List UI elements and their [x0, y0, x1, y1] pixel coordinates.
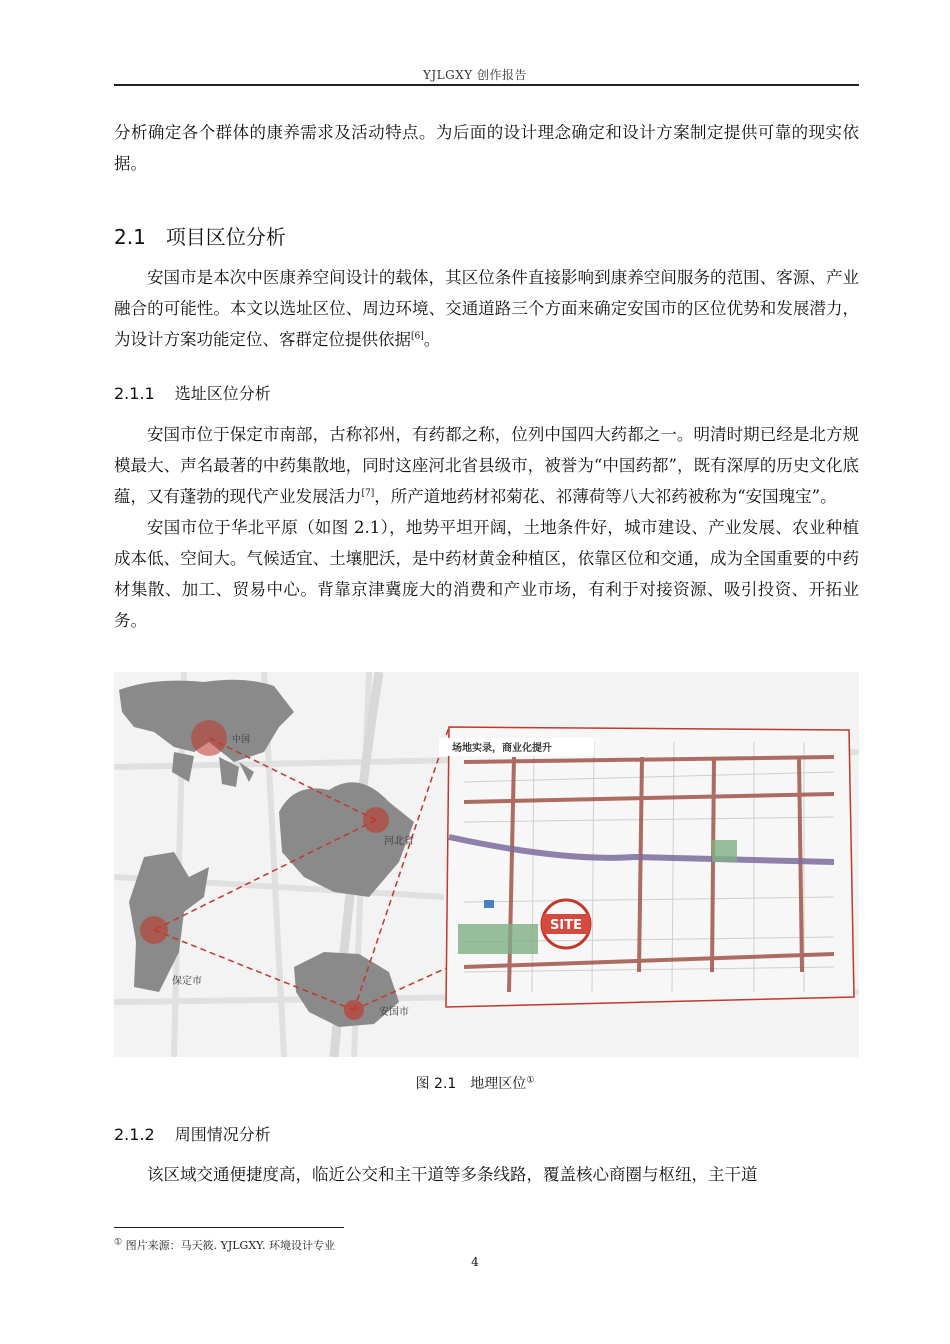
intro-paragraph — [114, 117, 859, 179]
paragraph-end: 。 — [423, 330, 441, 349]
water-area — [484, 900, 494, 908]
paragraph-text: 安国市位于华北平原（如图 2.1），地势平坦开阔，土地条件好，城市建设、产业发展、农业种植成本低、空间大。气候适宜、土壤肥沃，是中药材黄金种植区，依靠区位和交通，成为全国重要的中药材集散、加工、贸易中心。背靠京津冀庞大的消费和产业市场，有利于对接资源、吸引投资、开拓业务。 — [114, 518, 859, 630]
citation: [7] — [361, 488, 375, 499]
header-rule — [114, 84, 859, 86]
footnote-text: 图片来源：马天筱. YJLGXY. 环境设计专业 — [125, 1239, 336, 1252]
section-number: 2.1.1 — [114, 384, 155, 403]
section-number: 2.1 — [114, 225, 146, 249]
site-label: SITE — [550, 918, 582, 933]
china-label: 中国 — [232, 735, 251, 745]
hebei-label: 河北省 — [384, 836, 414, 847]
baoding-label: 保定市 — [172, 976, 202, 987]
section-2-1-paragraph — [114, 262, 859, 355]
page-number: 4 — [471, 1255, 479, 1269]
footnote-rule — [114, 1227, 344, 1228]
intro-text: 分析确定各个群体的康养需求及活动特点。为后面的设计理念确定和设计方案制定提供可靠的现实依据。 — [114, 123, 859, 173]
section-title: 项目区位分析 — [165, 225, 286, 249]
section-2-1-1-paragraphs — [114, 419, 859, 636]
section-title: 周围情况分析 — [174, 1125, 271, 1144]
paragraph-text: 安国市是本次中医康养空间设计的载体，其区位条件直接影响到康养空间服务的范围、客源、产业融合的可能性。本文以选址区位、周边环境、交通道路三个方面来确定安国市的区位优势和发展潜力，为设计方案功能定位、客群定位提供依据 — [114, 268, 859, 349]
page-header: YJLGXY 创作报告 — [422, 68, 528, 82]
paragraph-text: 安国市位于保定市南部，古称祁州，有药都之称，位列中国四大药都之一。明清时期已经是北方规模最大、声名最著的中药集散地，同时这座河北省县级市，被誉为“中国药都”，既有深厚的历史文化底蕴，又有蓬勃的现代产业发展活力 — [114, 425, 859, 506]
section-2-1-2-paragraph — [114, 1159, 859, 1190]
footnote — [114, 1237, 335, 1253]
anguo-label: 安国市 — [379, 1007, 409, 1018]
paragraph-text: ，所产道地药材祁菊花、祁薄荷等八大祁药被称为“安国瑰宝”。 — [374, 487, 837, 506]
park-area — [712, 840, 737, 862]
site-banner: 场地实录，商业化提升 — [452, 743, 552, 754]
footnote-mark: ① — [114, 1237, 123, 1248]
section-heading-2-1 — [114, 221, 286, 250]
section-heading-2-1-1 — [114, 381, 271, 404]
caption-footnote-mark: ① — [526, 1075, 535, 1086]
citation: [6] — [411, 331, 424, 342]
section-title: 选址区位分析 — [174, 384, 271, 403]
paragraph-text: 该区域交通便捷度高，临近公交和主干道等多条线路，覆盖核心商圈与枢纽，主干道 — [147, 1165, 758, 1184]
section-heading-2-1-2 — [114, 1122, 271, 1145]
caption-text: 图 2.1 地理区位 — [415, 1076, 527, 1092]
section-number: 2.1.2 — [114, 1125, 155, 1144]
figure-caption — [0, 1073, 950, 1093]
location-map-figure — [114, 672, 859, 1057]
park-area — [458, 924, 538, 954]
